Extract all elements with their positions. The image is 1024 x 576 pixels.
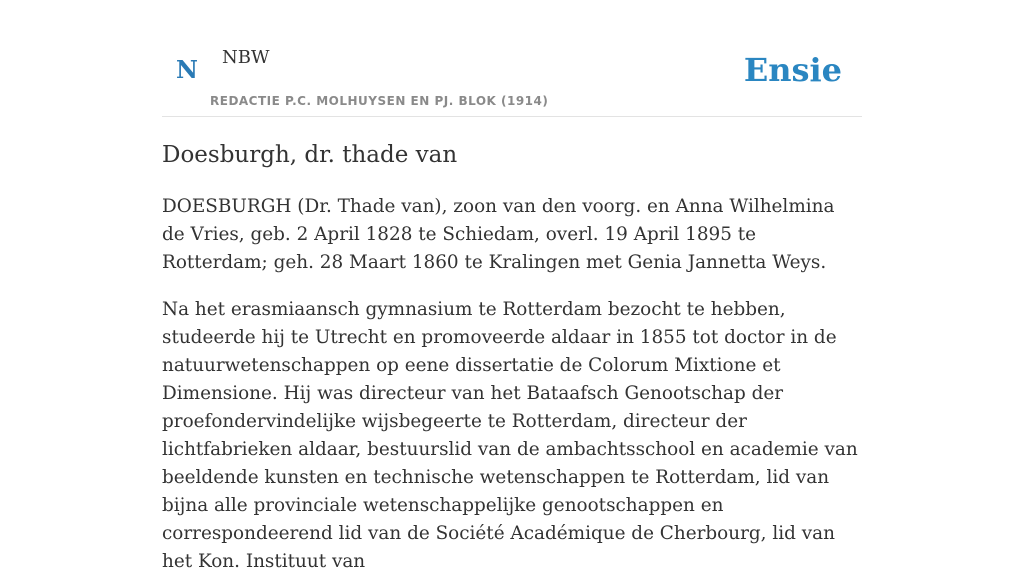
article-paragraph: Na het erasmiaansch gymnasium te Rotterdam bezocht te hebben, studeerde hij te Utrecht en promoveerde aldaar in 1855 tot doctor in de natuurwetenschappen op eene dissertatie de Colorum Mixtione et Dimensione. Hij was directeur van het Bataafsch Genootschap der proefondervindelijke wijsbegeerte te Rotterdam, directeur der lichtfabrieken aldaar, bestuurslid van de ambachtsschool en academie van beeldende kunsten en technische wetenschappen te Rotterdam, lid van bijna alle provinciale wetenschappelijke genootschappen en correspondeerend lid van de Société Académique de Cherbourg, lid van het Kon. Instituut van [162,299,858,572]
header [162,0,862,117]
source-logo[interactable]: N [176,55,198,84]
source-editors: REDACTIE P.C. MOLHUYSEN EN PJ. BLOK (1914) [210,94,549,108]
article-title: Doesburgh, dr. thade van [162,142,458,168]
brand-logo[interactable]: Ensie [743,51,842,89]
source-name[interactable]: NBW [222,47,270,68]
article [162,140,862,576]
article-paragraph: DOESBURGH (Dr. Thade van), zoon van den voorg. en Anna Wilhelmina de Vries, geb. 2 April 1828 te Schiedam, overl. 19 April 1895 te Rotterdam; geh. 28 Maart 1860 te Kralingen met Genia Jannetta Weys. [162,196,835,273]
